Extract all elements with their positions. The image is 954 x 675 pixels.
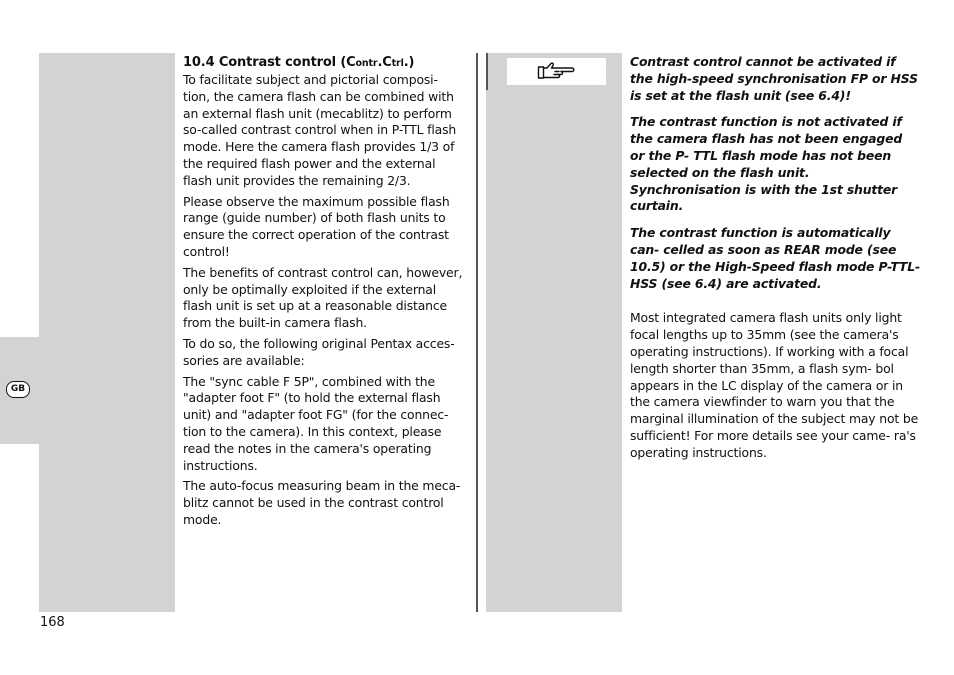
section-title: Contrast control ( [218, 55, 347, 70]
page-number: 168 [40, 615, 65, 630]
body-paragraph: Most integrated camera flash units only light focal lengths up to 35mm (see the camera's operating instructions). If working with a focal length shorter than 35mm, a flash sym- bol appears in the LC display of the camera or in the camera viewfinder to warn you that the marginal illumination of the subject may not be sufficient! For more details see your came- ra's operating instructions. [630, 310, 919, 460]
note-box [507, 58, 606, 85]
abbrev-part: .) [403, 55, 415, 70]
warning-note: The contrast function is automatically can- celled as soon as REAR mode (see 10.5) or the High-Speed flash mode P-TTL-HSS (see 6.4) are activated. [630, 225, 920, 291]
body-paragraph: The auto-focus measuring beam in the meca- blitz cannot be used in the contrast control mode. [183, 478, 461, 527]
abbrev-part: C [346, 55, 356, 70]
note-divider [486, 53, 488, 90]
body-paragraph: To facilitate subject and pictorial composi- tion, the camera flash can be combined with an external flash unit (mecablitz) to perform so-called contrast control when in P-TTL flash mode. Here the camera flash provides 1/3 of the required flash power and the external flash unit provides the remaining 2/3. [183, 72, 457, 188]
warning-note: The contrast function is not activated if the camera flash has not been engaged or the P- TTL flash mode has not been selected on the flash unit. Synchronisation is with the 1st shutter curtain. [630, 114, 903, 214]
section-heading [183, 54, 468, 72]
pointing-hand-icon [537, 61, 577, 83]
abbrev-part: C [382, 55, 392, 70]
abbrev-part: ontr [355, 58, 378, 69]
right-column [630, 54, 920, 466]
body-paragraph: The "sync cable F 5P", combined with the "adapter foot F" (to hold the external flash unit) and "adapter foot FG" (for the connec- tion to the camera). In this context, please read the notes in the camera's operating instructions. [183, 373, 449, 473]
warning-note: Contrast control cannot be activated if the high-speed synchronisation FP or HSS is set at the flash unit (see 6.4)! [630, 54, 918, 103]
abbrev-part: . [377, 55, 383, 70]
body-paragraph: Please observe the maximum possible flash range (guide number) of both flash units to ensure the correct operation of the contrast control! [183, 193, 450, 259]
left-margin-bar [39, 53, 175, 612]
section-number: 10.4 [183, 55, 215, 70]
column-divider [476, 53, 478, 612]
left-column [183, 54, 468, 533]
language-badge: GB [6, 381, 30, 398]
body-paragraph: The benefits of contrast control can, however, only be optimally exploited if the external flash unit is set up at a reasonable distance from the built-in camera flash. [183, 264, 463, 331]
note-margin-bar [486, 53, 622, 612]
abbrev-part: trl [391, 58, 404, 69]
body-paragraph: To do so, the following original Pentax acces- sories are available: [183, 335, 455, 368]
